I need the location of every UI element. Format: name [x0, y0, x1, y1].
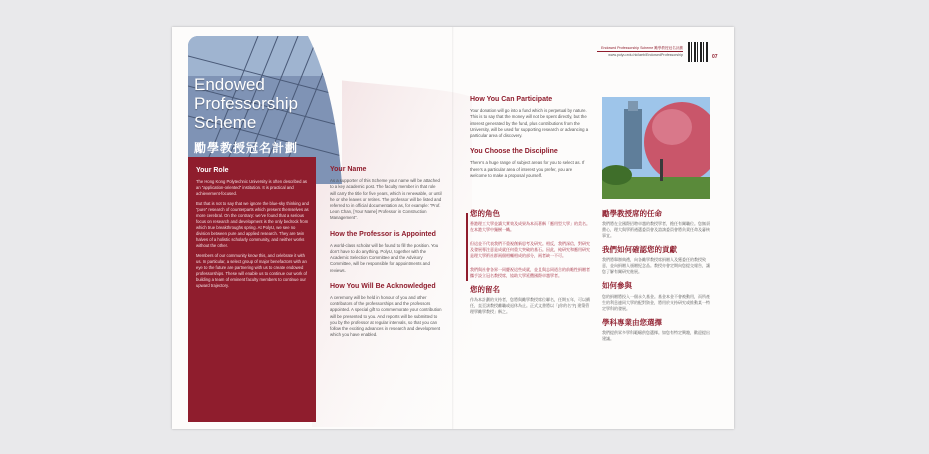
page-number: 07 [712, 54, 718, 60]
paragraph: The Hong Kong Polytechnic University is often described as an “application-oriented” institution. It is practical and achievement-focused. [196, 179, 308, 196]
discipline-body: There’s a huge range of subject areas for you to select as. If there’s a particular area of interest you prefer, you are welcome to make a proposal yourself. [470, 160, 585, 178]
zh-discipline-heading: 學科專業由您選擇 [602, 317, 662, 327]
page-gutter [452, 27, 454, 429]
brochure-spread [172, 27, 734, 429]
your-role-heading: Your Role [196, 167, 229, 174]
left-column [330, 167, 442, 348]
campus-photo [602, 97, 710, 199]
paragraph: But that is not to say that we ignore the blue-sky thinking and “pure” research of counterparts which present themselves as more cerebral. On the contrary: we’ve found that a serious focus on research and development is the only bedrock from which true breakthroughs spring. At PolyU, we see no division between pure and applied research. They are twin halves of a holistic scholarly community, and neither works without the other. [196, 201, 309, 248]
zh-acknowledged-body: 我們將舉辦典禮，向各勵學教授席捐贈人及獲委任的教授致意，並向捐贈人頒贈紀念品。教授亦會定期向您提交報告，讓您了解有關研究進展。 [602, 257, 710, 275]
participate-heading: How You Can Participate [470, 96, 553, 103]
qr-code [688, 42, 708, 62]
acknowledged-body: A ceremony will be held in honour of you and other contributors of the professorships and the professors appointed. A special gift to commemorate your contribution will be presented to you. And reports will be submitted to you by the professor at regular intervals, so that you can follow the exciting advances in research and development which you have enabled. [330, 295, 442, 338]
page-header [597, 45, 683, 58]
zh-role-p1: 香港理工大學並讀大實效及成果為本而著稱「應用型大學」的美名。在本港大學中獨樹一幟。 [470, 221, 590, 233]
participate-column [470, 97, 590, 189]
zh-role-p2: 但這並不代表我們不重視創新思考及研究。相反，我們深信，對研究及發展專注意是成就任何重大突破的基石。因此，純研究和應用研究是理大學術社群兩個相輔相成的部分，兩者缺一不可。 [470, 241, 590, 259]
zh-right-column [602, 211, 712, 350]
header-scheme: Endowed Professorship Scheme 勵學教授冠名計劃 [601, 46, 683, 50]
your-name-heading: Your Name [330, 166, 367, 173]
zh-name-heading: 您的留名 [470, 285, 500, 295]
accent-bar [466, 213, 468, 281]
zh-left-column [470, 211, 592, 323]
title-english: Endowed Professorship Scheme [194, 75, 298, 132]
paragraph: Members of our community know this, and celebrate it with us. In particular, a select group of major benefactors with an eye to the future are partnering with us to create endowed professorships. These will enable us to continue our work of building a team of eminent faculty members to continue our upward trajectory. [196, 253, 307, 288]
zh-participate-body: 您的捐贈將投入一個永久基金。基金本金不會被動用，而所產生的利息連同大學的配對資金，將用於支持研究或推動某一特定學科的發展。 [602, 293, 710, 311]
zh-appointed-body: 我們將在全國際招聘卓越的教授學者，擔任有關職位。您無須費心，理大與學術遴選委員會及諮詢委員會將負責任命及審核事宜。 [602, 221, 710, 239]
title-chinese: 勵學教授冠名計劃 [194, 141, 299, 155]
header-url: www.polyu.edu.hk/iaeb/EndowedProfessorship [597, 51, 683, 58]
participate-body: Your donation will go into a fund which is perpetual by nature. This is to say that the money will not be spent directly, but the interest generated by the fund, plus contributions from the University, will be used for supporting research or advancing a particular area of discovery. [470, 108, 589, 139]
acknowledged-heading: How You Will Be Acknowledged [330, 282, 436, 290]
zh-discipline-body: 我們提供眾多學科範疇供您選擇。如您有特定興趣，歡迎提出建議。 [602, 329, 710, 341]
zh-role-p3: 我們與社會各界一同慶祝這些成就，並且與志同道合的前瞻性捐贈者攜手設立冠名教授席，協助大學延攬國際卓越學者。 [470, 267, 590, 279]
zh-acknowledged-heading: 我們如何確認您的貢獻 [602, 245, 677, 255]
zh-name-body: 作為本計劃的支持者，您將與勵學教授席位聯名，任期五年，可以續任，直至該教授離職或退休為止。正式文書將以「[你的名字] 建築管理學勵學教授」稱之。 [470, 297, 590, 315]
appointed-body: A world-class scholar will be found to fill the position. You don’t have to do anything. PolyU, together with the Academic Selection Committee and the Advisory Committee, will be responsible for appointments and reviews. [330, 242, 439, 273]
appointed-heading: How the Professor is Appointed [330, 230, 436, 238]
your-role-body [196, 179, 309, 293]
zh-participate-heading: 如何參與 [602, 281, 632, 291]
zh-appointed-heading: 勵學教授席的任命 [602, 209, 662, 218]
zh-role-heading: 您的角色 [470, 209, 500, 218]
your-name-body: As a supporter of this Scheme your name will be attached to a key academic post. The faculty member in that role will carry the title for five years, which is renewable, or until he or she leaves or retires. The professor will be listed and referred to in official documentation as, for example: “Prof. Leon Chan, [Your Name] Professor in Construction Management”. [330, 178, 442, 221]
discipline-heading: You Choose the Discipline [470, 148, 558, 156]
